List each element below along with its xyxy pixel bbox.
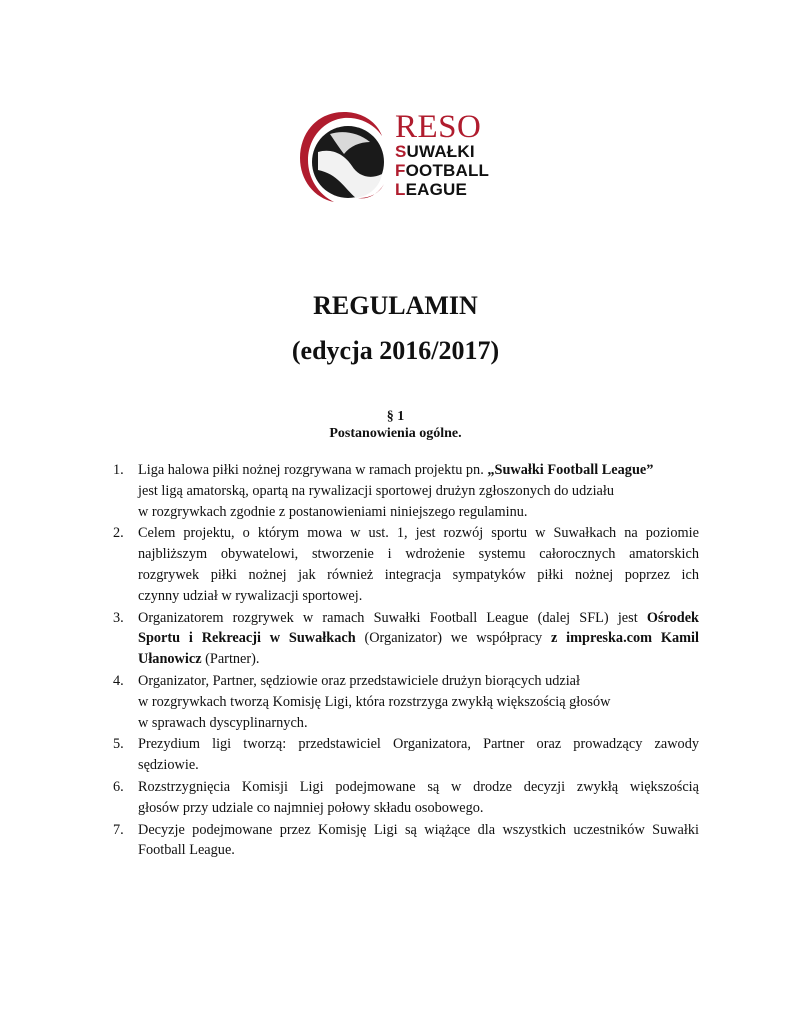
list-item-line: Prezydium ligi tworzą: przedstawiciel Organizatora, Partner oraz prowadzący zawody bbox=[138, 736, 699, 753]
list-item-line: w rozgrywkach tworzą Komisję Ligi, która rozstrzyga zwykłą większością głosów bbox=[138, 693, 611, 710]
list-item-number: 7. bbox=[113, 821, 124, 838]
rules-list bbox=[113, 460, 699, 862]
list-item-line: Rozstrzygnięcia Komisji Ligi podejmowane są w drodze decyzji zwykłą większością bbox=[138, 778, 699, 795]
bold-text: z impreska.com Kamil bbox=[551, 630, 699, 647]
reso-suwalki-football-league-logo bbox=[298, 108, 498, 204]
list-item-line: głosów przy udziale co najmniej połowy składu osobowego. bbox=[138, 799, 484, 816]
list-item-line: Organizatorem rozgrywek w ramach Suwałki Football League (dalej SFL) jest Ośrodek bbox=[138, 609, 699, 626]
list-item-line: najbliższym obywatelowi, stworzenie i wdrożenie systemu całorocznych amatorskich bbox=[138, 546, 699, 563]
list-item-number: 2. bbox=[113, 525, 124, 542]
list-item-line: Sportu i Rekreacji w Suwałkach (Organizator) we współpracy z impreska.com Kamil bbox=[138, 630, 699, 647]
list-item-line: jest ligą amatorską, opartą na rywalizacji sportowej drużyn zgłoszonych do udziału bbox=[138, 482, 615, 499]
list-item-line: Organizator, Partner, sędziowie oraz przedstawiciele drużyn biorących udział bbox=[138, 672, 580, 689]
bold-text: Ułanowicz bbox=[138, 651, 202, 668]
list-item-number: 6. bbox=[113, 778, 124, 795]
list-item bbox=[113, 460, 699, 522]
list-item-line: Decyzje podejmowane przez Komisję Ligi są wiążące dla wszystkich uczestników Suwałki bbox=[138, 821, 699, 838]
list-item-number: 3. bbox=[113, 609, 124, 626]
list-item-line: Liga halowa piłki nożnej rozgrywana w ramach projektu pn. „Suwałki Football League” bbox=[138, 462, 654, 478]
logo-line-football: FOOTBALL bbox=[395, 161, 490, 180]
document-edition: (edycja 2016/2017) bbox=[291, 336, 500, 365]
list-item-line: w sprawach dyscyplinarnych. bbox=[138, 714, 308, 731]
list-item-line: w rozgrywkach zgodnie z postanowieniami niniejszego regulaminu. bbox=[138, 503, 528, 520]
list-item-line: sędziowie. bbox=[138, 757, 199, 774]
bold-text: Sportu i Rekreacji w Suwałkach bbox=[138, 630, 356, 647]
list-item-line: Celem projektu, o którym mowa w ust. 1, jest rozwój sportu w Suwałkach na poziomie bbox=[138, 525, 699, 542]
bold-text: „Suwałki Football League” bbox=[487, 462, 654, 478]
list-item-line: Ułanowicz (Partner). bbox=[138, 651, 260, 668]
football-logo-icon bbox=[298, 108, 390, 204]
list-item-line: rozgrywek piłki nożnej jak również integracja sympatyków piłki nożnej poprzez ich bbox=[138, 566, 699, 583]
logo-reso-text: RESO bbox=[395, 109, 482, 145]
logo-line-suwalki: SUWAŁKI bbox=[395, 142, 475, 161]
list-item-number: 5. bbox=[113, 736, 124, 753]
list-item bbox=[113, 777, 699, 819]
list-item-line: Football League. bbox=[138, 842, 235, 859]
section-number: § 1 bbox=[386, 409, 405, 424]
list-item bbox=[113, 820, 699, 862]
list-item bbox=[113, 523, 699, 606]
bold-text: Ośrodek bbox=[646, 609, 699, 626]
document-title: REGULAMIN bbox=[313, 291, 478, 320]
list-item bbox=[113, 734, 699, 776]
section-heading: Postanowienia ogólne. bbox=[329, 426, 462, 441]
list-item-line: czynny udział w rywalizacji sportowej. bbox=[138, 587, 363, 604]
list-item bbox=[113, 608, 699, 670]
list-item bbox=[113, 671, 699, 733]
logo-wordmark bbox=[395, 109, 490, 199]
logo-line-league: LEAGUE bbox=[395, 180, 468, 199]
list-item-number: 1. bbox=[113, 462, 124, 478]
list-item-number: 4. bbox=[113, 672, 124, 689]
